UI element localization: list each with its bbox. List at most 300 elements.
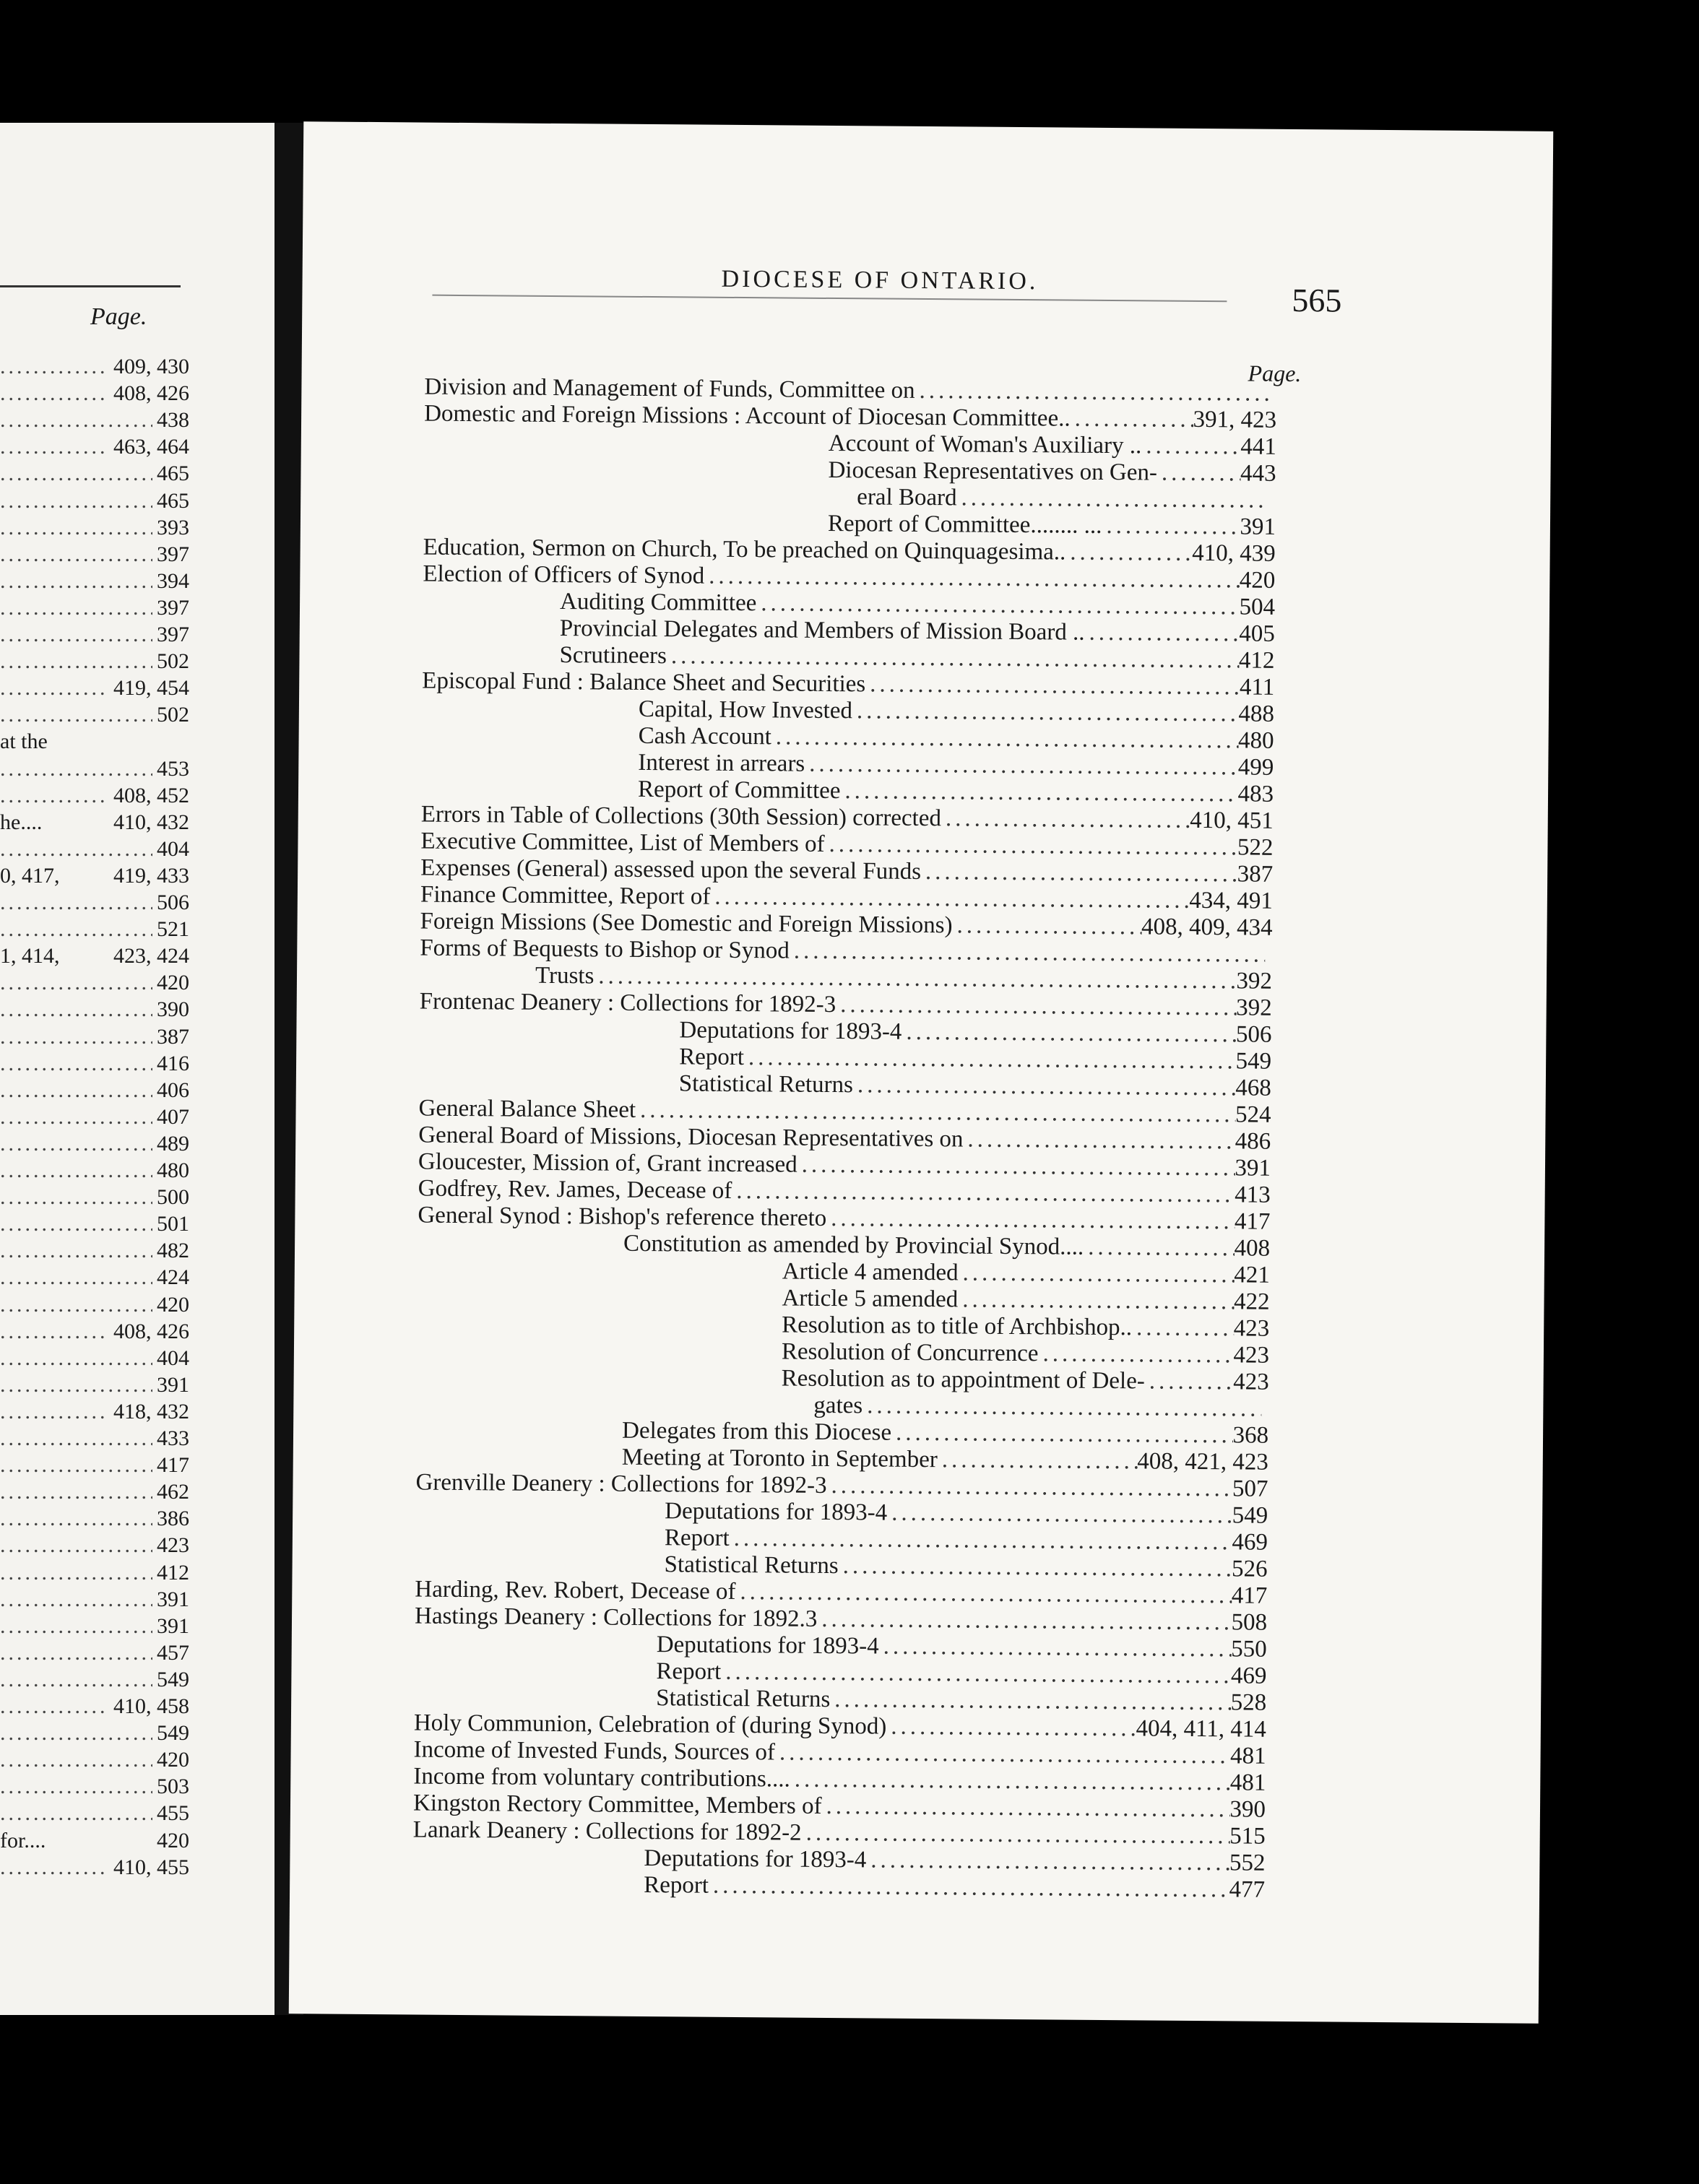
left-row-pages: 408, 426 — [113, 1319, 189, 1343]
leader-dots — [0, 1426, 152, 1452]
entry-text: Errors in Table of Collections (30th Session) corrected — [420, 801, 942, 832]
entry-text: Delegates from this Diocese — [621, 1417, 892, 1446]
leader-dots — [0, 997, 152, 1023]
left-index-row — [0, 1720, 189, 1746]
leader-dots — [0, 461, 152, 487]
entry-pages: 552 — [1229, 1850, 1266, 1876]
leader-dots — [0, 1479, 152, 1505]
left-row-pages: 394 — [157, 568, 189, 593]
entry-text: Deputations for 1893-4 — [665, 1498, 888, 1526]
left-row-text: 0, 417, — [0, 863, 60, 888]
left-row-pages: 393 — [157, 515, 189, 540]
entry-text: Division and Management of Funds, Committee on — [424, 373, 915, 404]
left-index-row — [0, 810, 189, 836]
leader-dots — [0, 1265, 152, 1291]
leader-dots — [0, 1747, 152, 1773]
leader-dots — [636, 1097, 1235, 1128]
entry-pages: 481 — [1229, 1769, 1266, 1796]
page-number: 565 — [1292, 282, 1342, 319]
entry-text: Report of Committee........ ... — [827, 510, 1102, 539]
entry-text: Trusts — [535, 962, 595, 989]
entry-text: Capital, How Invested — [638, 696, 853, 724]
entry-pages: 549 — [1232, 1502, 1268, 1529]
entry-pages: 423 — [1233, 1369, 1269, 1395]
index-entry — [657, 1632, 1267, 1663]
entry-text: Report — [664, 1525, 730, 1551]
leader-dots — [1084, 1234, 1235, 1262]
left-index-row — [0, 1346, 189, 1372]
leader-dots — [709, 1873, 1229, 1903]
leader-dots — [60, 863, 110, 889]
left-index-row — [0, 434, 189, 460]
entry-pages: 507 — [1232, 1476, 1268, 1502]
entry-pages: 434, 491 — [1189, 887, 1274, 914]
leader-dots — [830, 1686, 1231, 1715]
entry-text: Resolution as to appointment of Dele- — [781, 1365, 1145, 1395]
left-index-row — [0, 1694, 189, 1720]
entry-text: Meeting at Toronto in September — [621, 1444, 938, 1473]
left-row-pages: 406 — [157, 1078, 189, 1102]
left-row-pages: 390 — [157, 997, 189, 1022]
entry-text: Forms of Bequests to Bishop or Synod — [420, 935, 790, 964]
left-index-row — [0, 916, 189, 942]
entry-text: Resolution of Concurrence — [781, 1338, 1039, 1367]
entry-pages: 508 — [1231, 1609, 1268, 1636]
entry-pages: 417 — [1234, 1208, 1271, 1235]
left-index-row — [0, 1533, 189, 1559]
entry-text: Report — [679, 1044, 745, 1071]
left-row-pages: 410, 455 — [113, 1855, 189, 1879]
left-index-row — [0, 1238, 189, 1264]
leader-dots — [704, 563, 1240, 594]
entry-pages — [1268, 488, 1276, 514]
left-row-pages — [185, 729, 189, 755]
leader-dots — [0, 1292, 152, 1318]
entry-text: eral Board — [857, 484, 957, 511]
leader-dots — [771, 724, 1239, 753]
index-entry — [639, 696, 1274, 727]
entry-pages: 391 — [1240, 514, 1276, 540]
entry-pages: 480 — [1237, 727, 1274, 754]
entry-text: Domestic and Foreign Missions : Account of Diocesan Committee.. — [424, 400, 1071, 432]
leader-dots — [790, 1767, 1230, 1796]
leader-dots — [1102, 513, 1240, 540]
leader-dots — [756, 590, 1240, 620]
entry-pages: 481 — [1229, 1743, 1266, 1769]
entry-text: Holy Communion, Celebration of (during Synod) — [413, 1710, 887, 1740]
left-index-row — [0, 488, 189, 514]
entry-pages: 528 — [1230, 1689, 1267, 1716]
entry-pages: 413 — [1235, 1182, 1271, 1208]
leader-dots — [0, 1078, 152, 1104]
left-index-row — [0, 1292, 189, 1318]
entry-pages: 420 — [1239, 567, 1276, 594]
left-index-row — [0, 1613, 189, 1639]
entry-text: Kingston Rectory Committee, Members of — [412, 1790, 822, 1819]
entry-pages: 421 — [1234, 1262, 1270, 1288]
leader-dots — [0, 407, 152, 433]
leader-dots — [921, 859, 1237, 887]
leader-dots — [1132, 1314, 1234, 1341]
left-index-row — [0, 381, 189, 407]
leader-dots — [0, 381, 109, 407]
leader-dots — [0, 1238, 152, 1264]
entry-text: Hastings Deanery : Collections for 1892.3 — [414, 1603, 818, 1632]
leader-dots — [956, 485, 1268, 513]
leader-dots — [0, 970, 152, 996]
leader-dots — [0, 1560, 152, 1586]
index-entry — [829, 430, 1276, 460]
index-entry — [679, 1070, 1271, 1101]
entry-pages: 506 — [1235, 1021, 1272, 1048]
left-row-pages: 549 — [157, 1667, 189, 1691]
index-entry — [664, 1551, 1267, 1582]
left-index-row — [0, 595, 189, 621]
leader-dots — [915, 378, 1269, 407]
left-row-pages: 404 — [157, 836, 189, 861]
leader-dots — [0, 1346, 152, 1372]
leader-dots — [0, 515, 152, 541]
left-row-text: at the — [0, 729, 48, 754]
left-row-pages: 465 — [157, 488, 189, 513]
left-index-row — [0, 1774, 189, 1800]
left-row-pages: 424 — [157, 1265, 189, 1290]
index-entry — [679, 1044, 1271, 1074]
left-row-pages: 506 — [157, 890, 189, 914]
leader-dots — [840, 778, 1237, 807]
leader-dots — [891, 1420, 1233, 1449]
leader-dots — [805, 751, 1238, 781]
entry-text: General Balance Sheet — [418, 1095, 636, 1123]
left-index-row — [0, 354, 189, 380]
leader-dots — [938, 1447, 1138, 1474]
entry-pages: 411 — [1239, 674, 1275, 701]
leader-dots — [710, 884, 1189, 914]
entry-text: Resolution as to title of Archbishop.. — [782, 1312, 1133, 1341]
entry-text: Education, Sermon on Church, To be preached on Quinquagesima.. — [423, 534, 1066, 566]
leader-dots — [0, 488, 152, 514]
leader-dots — [0, 756, 152, 782]
left-index-row — [0, 1587, 189, 1613]
left-row-pages: 455 — [157, 1801, 189, 1826]
entry-text: Grenville Deanery : Collections for 1892-3 — [415, 1469, 827, 1499]
left-index-row — [0, 1024, 189, 1050]
leader-dots — [0, 1800, 152, 1826]
leader-dots — [1065, 540, 1192, 566]
left-index-row — [0, 1479, 189, 1505]
left-row-pages: 502 — [157, 649, 189, 674]
left-index-row — [0, 702, 189, 728]
entry-pages: 469 — [1230, 1663, 1267, 1689]
left-row-pages: 423 — [157, 1533, 189, 1558]
index-entry — [782, 1365, 1269, 1395]
left-row-pages: 462 — [157, 1480, 189, 1504]
index-entry — [828, 457, 1276, 487]
leader-dots — [0, 702, 152, 728]
leader-dots — [0, 1640, 152, 1666]
entry-pages: 390 — [1229, 1796, 1266, 1823]
left-index-row — [0, 622, 189, 648]
index-entry — [623, 1231, 1270, 1262]
entry-pages: 423 — [1233, 1315, 1270, 1342]
entry-text: General Synod : Bishop's reference thereto — [418, 1202, 827, 1231]
entry-pages: 515 — [1229, 1823, 1266, 1850]
index-entry — [622, 1418, 1268, 1449]
left-header-rule — [0, 285, 181, 287]
leader-dots — [775, 1739, 1230, 1769]
entry-pages: 499 — [1237, 754, 1274, 781]
leader-dots — [730, 1525, 1232, 1555]
entry-pages: 443 — [1240, 460, 1276, 487]
entry-pages: 441 — [1240, 433, 1276, 460]
left-index-row — [0, 836, 189, 862]
index-entry — [638, 776, 1274, 807]
entry-text: Statistical Returns — [664, 1551, 839, 1580]
entry-pages: 387 — [1237, 861, 1274, 888]
left-row-pages: 482 — [157, 1239, 189, 1263]
left-row-pages: 417 — [157, 1453, 189, 1478]
index-entry — [782, 1312, 1269, 1341]
leader-dots — [667, 643, 1239, 673]
left-index-row — [0, 997, 189, 1023]
entry-pages: 477 — [1229, 1876, 1266, 1903]
left-row-pages: 408, 452 — [113, 783, 189, 807]
entry-text: Episcopal Fund : Balance Sheet and Securities — [422, 667, 866, 698]
entry-pages — [1261, 1396, 1268, 1422]
leader-dots — [958, 1260, 1234, 1288]
entry-pages: 417 — [1231, 1582, 1268, 1609]
index-entry — [656, 1658, 1266, 1689]
leader-dots — [0, 1024, 152, 1050]
left-row-pages: 457 — [157, 1640, 189, 1665]
left-index-row — [0, 515, 189, 541]
left-index-row — [0, 1399, 189, 1425]
left-row-pages: 521 — [157, 917, 189, 942]
left-row-pages: 410, 432 — [113, 810, 189, 834]
index-entry — [638, 750, 1274, 781]
left-row-pages: 408, 426 — [113, 381, 189, 406]
leader-dots — [863, 1392, 1261, 1421]
entry-text: Report — [644, 1872, 709, 1899]
leader-dots — [0, 1587, 152, 1613]
leader-dots — [0, 1774, 152, 1800]
left-index-row — [0, 1265, 189, 1291]
page-header-title: DIOCESE OF ONTARIO. — [721, 265, 1039, 295]
header-rule — [432, 295, 1227, 303]
entry-pages: 404, 411, 414 — [1136, 1715, 1267, 1743]
entry-pages: 423 — [1233, 1342, 1270, 1369]
entry-text: Diocesan Representatives on Gen- — [828, 456, 1158, 486]
entry-text: Lanark Deanery : Collections for 1892-2 — [412, 1816, 802, 1846]
entry-pages: 504 — [1239, 594, 1276, 620]
leader-dots — [0, 568, 152, 594]
left-row-pages: 420 — [157, 1828, 189, 1852]
entry-pages: 550 — [1231, 1636, 1267, 1663]
left-index-row — [0, 542, 189, 568]
left-index-row — [0, 1452, 189, 1478]
entry-pages: 549 — [1235, 1048, 1272, 1075]
left-row-pages: 433 — [157, 1426, 189, 1450]
leader-dots — [821, 1793, 1229, 1822]
entry-text: Finance Committee, Report of — [420, 881, 711, 910]
leader-dots — [42, 810, 109, 836]
left-row-pages: 420 — [157, 1292, 189, 1317]
left-row-pages: 438 — [157, 408, 189, 433]
leader-dots — [826, 1205, 1235, 1234]
left-row-pages: 419, 433 — [113, 863, 189, 888]
index-entry — [782, 1258, 1270, 1288]
left-row-pages: 386 — [157, 1507, 189, 1531]
leader-dots — [0, 916, 152, 942]
entry-pages: 486 — [1235, 1128, 1271, 1155]
entry-text: Account of Woman's Auxiliary .. — [828, 430, 1142, 459]
leader-dots — [0, 1184, 152, 1210]
left-index-row — [0, 1426, 189, 1452]
entry-pages: 391, 423 — [1193, 406, 1277, 433]
entry-text: Income from voluntary contributions.... — [413, 1763, 790, 1793]
left-row-pages: 420 — [157, 1748, 189, 1772]
entry-pages: 410, 451 — [1190, 807, 1274, 834]
left-row-pages: 420 — [157, 971, 189, 995]
leader-dots — [0, 1613, 152, 1639]
left-row-pages: 391 — [157, 1587, 189, 1611]
leader-dots — [802, 1820, 1230, 1850]
left-index-row — [0, 407, 189, 433]
entry-text: Deputations for 1893-4 — [656, 1632, 879, 1660]
leader-dots — [866, 1847, 1229, 1876]
left-row-text: he.... — [0, 810, 43, 834]
entry-text: Income of Invested Funds, Sources of — [413, 1736, 776, 1766]
left-row-pages: 503 — [157, 1774, 189, 1799]
entry-text: Expenses (General) assessed upon the several Funds — [420, 854, 922, 885]
leader-dots — [594, 963, 1236, 994]
left-index-row — [0, 675, 189, 701]
left-row-pages: 404 — [157, 1346, 189, 1370]
index-entry — [644, 1845, 1265, 1876]
leader-dots — [1084, 620, 1239, 647]
left-row-pages: 391 — [157, 1613, 189, 1638]
leader-dots — [0, 1399, 109, 1425]
entry-pages: 392 — [1236, 968, 1273, 994]
index-entry — [828, 511, 1276, 540]
left-row-pages: 410, 458 — [113, 1694, 189, 1718]
entry-text: Gloucester, Mission of, Grant increased — [418, 1148, 797, 1178]
leader-dots — [744, 1044, 1236, 1074]
left-index-row — [0, 649, 189, 675]
leader-dots — [0, 1211, 152, 1237]
entry-pages: 412 — [1238, 647, 1275, 674]
entry-text: Article 4 amended — [782, 1258, 959, 1286]
left-index-row — [0, 943, 189, 969]
left-row-pages: 416 — [157, 1051, 189, 1075]
leader-dots — [902, 1019, 1236, 1048]
leader-dots — [952, 912, 1141, 940]
entry-pages: 392 — [1236, 994, 1272, 1021]
entry-pages: 483 — [1237, 781, 1274, 807]
entry-pages: 408, 409, 434 — [1141, 914, 1273, 941]
leader-dots — [797, 1152, 1235, 1182]
leader-dots — [839, 1553, 1232, 1582]
left-row-pages: 480 — [157, 1158, 189, 1182]
left-index-row — [0, 970, 189, 996]
entry-text: Article 5 amended — [782, 1285, 959, 1313]
entry-text: Executive Committee, List of Members of — [420, 828, 825, 857]
left-index-row — [0, 1131, 189, 1157]
entry-pages: 524 — [1235, 1101, 1271, 1128]
index-page — [289, 121, 1554, 2024]
left-facing-page — [0, 123, 274, 2015]
left-page-column-label: Page. — [90, 303, 147, 330]
leader-dots — [824, 831, 1237, 860]
entry-pages: 522 — [1237, 834, 1274, 861]
leader-dots — [1145, 1368, 1234, 1395]
left-index-row — [0, 1828, 189, 1854]
left-row-pages: 391 — [157, 1372, 189, 1397]
leader-dots — [1141, 433, 1240, 459]
left-row-pages: 423, 424 — [113, 944, 189, 968]
entry-text: Deputations for 1893-4 — [644, 1845, 867, 1873]
left-index-row — [0, 1184, 189, 1210]
leader-dots — [60, 943, 110, 969]
left-row-pages: 419, 454 — [113, 676, 189, 701]
entry-pages: 391 — [1235, 1155, 1271, 1182]
entry-text: Frontenac Deanery : Collections for 1892-3 — [419, 988, 836, 1018]
entry-pages — [1265, 942, 1272, 968]
leader-dots — [958, 1286, 1234, 1314]
entry-text: Cash Account — [638, 722, 772, 750]
entry-pages: 469 — [1232, 1529, 1268, 1556]
leader-dots — [0, 354, 109, 380]
leader-dots — [732, 1178, 1235, 1208]
entry-text: Report of Committee — [637, 776, 841, 805]
left-index-row — [0, 1506, 189, 1532]
entry-pages: 408, 421, 423 — [1137, 1448, 1268, 1476]
left-index-row — [0, 1051, 189, 1077]
left-index-row — [0, 461, 189, 487]
leader-dots — [0, 836, 152, 862]
leader-dots — [0, 1720, 152, 1746]
left-row-text: for.... — [0, 1828, 46, 1852]
index-entry — [656, 1685, 1266, 1716]
left-row-pages: 489 — [157, 1131, 189, 1156]
leader-dots — [0, 1051, 152, 1077]
entry-pages: 405 — [1239, 620, 1275, 647]
index-entry — [639, 723, 1274, 754]
entry-text: Harding, Rev. Robert, Decease of — [415, 1576, 736, 1606]
entry-text: Interest in arrears — [638, 749, 805, 777]
leader-dots — [0, 1131, 152, 1157]
entry-text: Scrutineers — [559, 642, 667, 670]
entry-pages: 410, 439 — [1192, 540, 1276, 567]
leader-dots — [887, 1500, 1232, 1529]
leader-dots — [0, 1855, 109, 1881]
leader-dots — [0, 1506, 152, 1532]
index-entry — [782, 1285, 1269, 1314]
leader-dots — [0, 1319, 109, 1345]
leader-dots — [941, 805, 1190, 833]
leader-dots — [1071, 406, 1193, 433]
entry-text: General Board of Missions, Diocesan Representatives on — [418, 1122, 964, 1153]
left-index-row — [0, 1158, 189, 1184]
entry-text: Statistical Returns — [678, 1070, 854, 1098]
left-index-row — [0, 756, 189, 782]
leader-dots — [0, 622, 152, 648]
entry-pages: 368 — [1232, 1422, 1269, 1449]
leader-dots — [0, 1372, 152, 1398]
leader-dots — [0, 649, 152, 675]
left-row-pages: 500 — [157, 1185, 189, 1210]
index-entry — [665, 1525, 1268, 1556]
